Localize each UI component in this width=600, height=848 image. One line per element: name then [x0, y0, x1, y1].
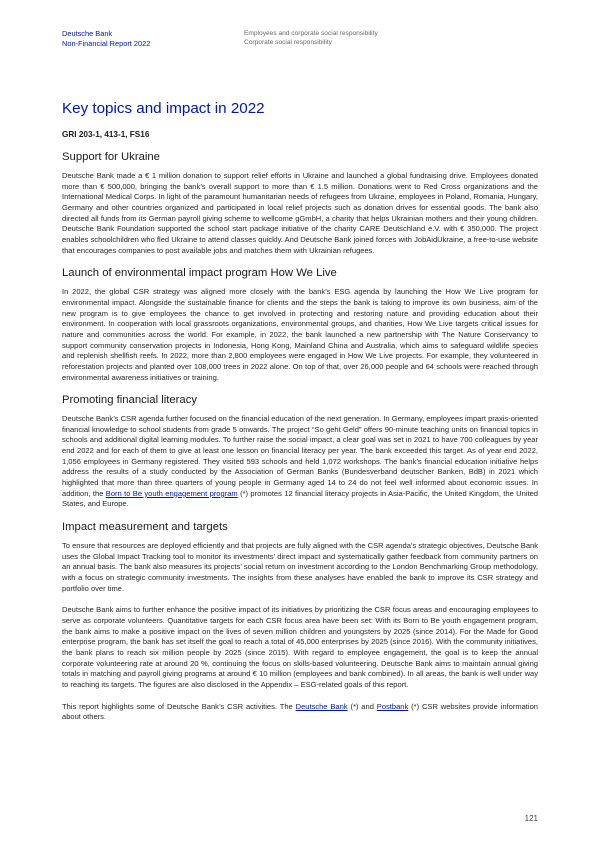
impact-text-2: (*) and	[347, 701, 377, 711]
page-title: Key topics and impact in 2022	[62, 100, 265, 117]
header-report-title: Non-Financial Report 2022	[62, 38, 151, 48]
header-chapter-info	[244, 29, 378, 47]
heading-impact-measurement: Impact measurement and targets	[62, 521, 228, 534]
header-report-info	[62, 29, 150, 48]
born-to-be-link[interactable]: Born to Be youth engagement program	[105, 488, 238, 498]
gri-reference: GRI 203-1, 413-1, FS16	[62, 130, 150, 139]
postbank-link[interactable]: Postbank	[376, 701, 409, 711]
paragraph-literacy	[62, 414, 538, 510]
header-chapter: Employees and corporate social responsibility	[244, 30, 378, 37]
impact-text-3: (*) CSR websites provide information about others.	[62, 701, 538, 722]
literacy-text-1: Deutsche Bank’s CSR agenda further focused on the financial education of the next generation. In Germany, employees impart praxis-oriented financial knowledge to school students from grade 5 onwards. The project “So geht Geld” offers 90-minute teaching units on financial topics in schools and additional digital learning modules. To further raise the social impact, a clear goal was set in 2021 to have 700 colleagues by year end 2022 and for each of them to give at least one lesson on financial literacy per year. The bank exceeded this target. As of year end 2022, 1,056 employees in Germany registered. They visited 593 schools and held 1,072 workshops. The bank’s financial education initiative helps address the results of a study conducted by the Association of German Banks (Bundesverband deutscher Banken, BdB) in 2021 which highlighted that more than three quarters of young people in Germany aged 14 to 24 do not feel well informed about economic issues. In addition, the	[62, 414, 538, 498]
deutsche-bank-link[interactable]: Deutsche Bank	[295, 701, 348, 711]
paragraph-environment: In 2022, the global CSR strategy was aligned more closely with the bank’s ESG agenda by launching the How We Live program for environmental impact. Alongside the sustainable finance for clients and the steps the bank is taking to improve its own business, aim of the new program is to give employees the chance to get involved in protecting and restoring nature and providing education about their environment. In cooperation with local grassroots organizations, environmental groups, and charities, How We Live targets critical issues for nature and communities across the world. For example, in 2022, the bank launched a new partnership with The Nature Conservancy to support community conservation projects in Indonesia, Hong Kong, Mainland China and Australia, which aims to safeguard wildlife species and replenish shellfish reefs. In 2022, more than 2,800 employees were engaged in How We Live projects. For example, they volunteered in reforestation projects and planted over 108,000 trees in 2022 alone. On top of that, over 26,000 people and 64 schools were reached through environmental awareness initiatives or training.	[62, 287, 538, 382]
paragraph-impact-3	[62, 702, 538, 723]
header-section: Corporate social responsibility	[244, 39, 332, 47]
impact-text-1: This report highlights some of Deutsche Bank’s CSR activities. The	[62, 701, 296, 711]
paragraph-impact-2: Deutsche Bank aims to further enhance the positive impact of its initiatives by prioritizing the CSR focus areas and encouraging employees to serve as corporate volunteers. Quantitative targets for each CSR focus area have been set: With its Born to Be youth engagement program, the bank aims to make a positive impact on the lives of seven million children and youngsters by 2025 (since 2014). For the Made for Good enterprise program, the bank has set itself the goal to reach a total of 45,000 enterprises by 2025 (since 2016). With the community initiatives, the bank plans to reach six million people by 2025 (since 2015). With regard to employee engagement, the goal is to keep the annual corporate volunteering rate at around 20 %, continuing the focus on skills-based volunteering. Deutsche Bank aims to maintain annual giving totals in matching and payroll giving programs at around € 10 million (employees and bank combined). In all areas, the bank is well under way to reaching its targets. The figures are also disclosed in the Appendix – ESG-related goals of this report.	[62, 605, 538, 689]
literacy-text-2: (*) promotes 12 financial literacy projects in Asia-Pacific, the United Kingdom, the United States, and Europe.	[62, 488, 538, 509]
header-company: Deutsche Bank	[62, 29, 113, 38]
heading-support-ukraine: Support for Ukraine	[62, 151, 160, 163]
main-content	[62, 100, 538, 734]
paragraph-impact-1: To ensure that resources are deployed efficiently and that projects are fully aligned with the CSR agenda’s strategic objectives, Deutsche Bank uses the Global Impact Tracking tool to monitor its investments’ direct impact and systematically gather feedback from community partners on an annual basis. The bank also measures its projects’ social return on investment according to the London Benchmarking Group methodology, with a focus on strategic community investments. The insights from these analyses have enabled the bank to improve its CSR strategy and portfolio over time.	[62, 541, 538, 593]
page-number: 121	[524, 814, 538, 823]
heading-environmental-program: Launch of environmental impact program How We Live	[62, 267, 337, 280]
paragraph-ukraine: Deutsche Bank made a € 1 million donation to support relief efforts in Ukraine and launched a global fundraising drive. Employees donated more than € 500,000, bringing the bank’s overall support to more than € 1.5 million. Donations went to Red Cross organizations and the International Medical Corps. In light of the paramount humanitarian needs of refugees from Ukraine, employees in Poland, Romania, Hungary, Germany and other countries organized and participated in local relief projects such as donation drives for essential goods. The bank also directed all funds from its German payroll giving scheme to wellcome gGmbH, a charity that helps Ukrainian mothers and their young children. Deutsche Bank Foundation supported the school start package initiative of the charity CARE Deutschland e.V. with € 350,000. The project enables schoolchildren who fled Ukraine to attend classes quickly. And Deutsche Bank joined forces with JobAidUkraine, a free-to-use website that encourages companies to post available jobs and matches them with Ukrainian refugees.	[62, 171, 538, 255]
heading-financial-literacy: Promoting financial literacy	[62, 394, 197, 407]
